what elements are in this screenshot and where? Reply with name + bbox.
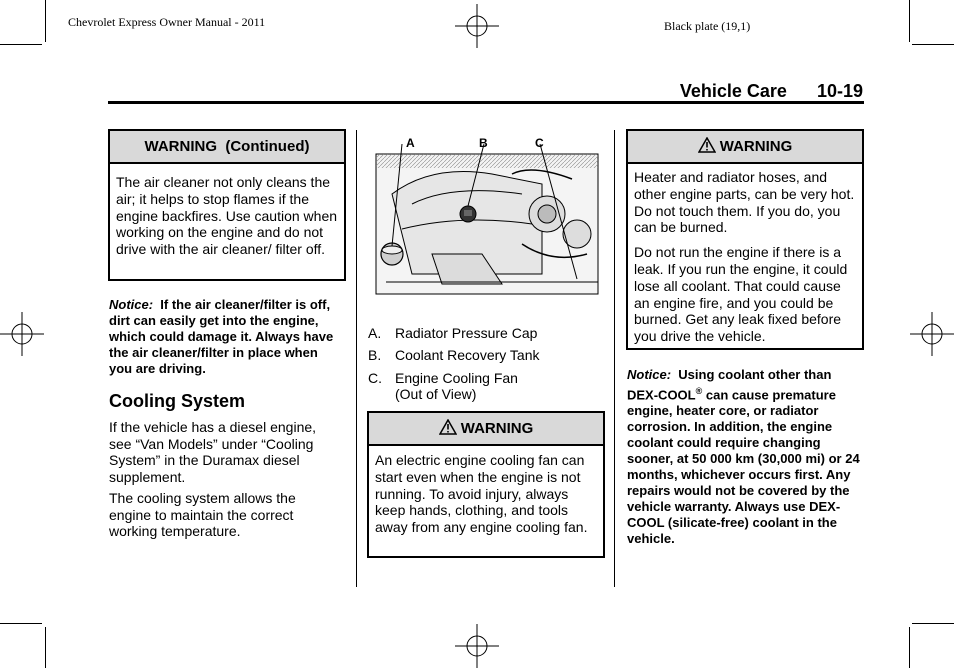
legend-subtext: (Out of View) — [395, 386, 477, 402]
crop-mark — [912, 623, 954, 624]
warning-header — [369, 413, 603, 446]
crop-mark — [909, 0, 910, 42]
warning-title: WARNING — [460, 420, 534, 437]
registration-mark — [455, 624, 499, 668]
manual-title: Chevrolet Express Owner Manual - 2011 — [68, 15, 266, 29]
warning-triangle-icon — [698, 137, 716, 153]
warning-box-continued — [108, 129, 346, 281]
registration-mark — [910, 312, 954, 356]
crop-mark — [0, 623, 42, 624]
body-paragraph: The cooling system allows the engine to maintain the correct working temperature. — [109, 490, 296, 539]
notice-text: can cause premature engine, heater core, or radiator corrosion. In addition, the engine coolant could require changing sooner, at 50 000 km (30,000 mi) or 24 months, whichever occurs first. Any repairs would not be covered by the vehicle warranty. Always use DEX-COOL (silicate-free) coolant in the vehicle. — [627, 387, 860, 547]
registration-mark — [455, 4, 499, 48]
warning-paragraph: Do not run the engine if there is a leak. If you run the engine, it could lose all coolant. That could cause an engine fire, and you could be burned. Get any leak fixed before you drive the vehicle. — [634, 244, 848, 345]
warning-triangle-icon — [439, 419, 457, 435]
body-paragraph: If the vehicle has a diesel engine, see “Van Models” under “Cooling System” in the Duramax diesel supplement. — [109, 419, 317, 485]
warning-text: The air cleaner not only cleans the air; it helps to stop flames if the engine backfires. Use caution when working on the engine and do not drive with the air cleaner/ filter off. — [116, 174, 338, 258]
warning-header — [628, 131, 862, 164]
crop-mark — [45, 627, 46, 668]
notice-paragraph — [627, 367, 863, 547]
warning-body — [628, 164, 862, 358]
warning-text: An electric engine cooling fan can start even when the engine is not running. To avoid injury, always keep hands, clothing, and tools away from any engine cooling fan. — [375, 452, 588, 536]
legend-letter: B. — [368, 347, 382, 363]
legend-text: Coolant Recovery Tank — [395, 347, 540, 363]
notice-lead: Using coolant other than DEX-COOL — [627, 367, 832, 403]
section-heading: Cooling System — [109, 391, 246, 411]
engine-compartment-illustration — [372, 134, 600, 298]
legend-letter: C. — [368, 370, 382, 386]
notice-label: Notice: — [109, 297, 154, 312]
legend-text: Engine Cooling Fan — [395, 370, 518, 386]
figure-label-b: B — [479, 136, 488, 150]
warning-box-cooling-fan — [367, 411, 605, 558]
figure-label-c: C — [535, 136, 544, 150]
warning-title: WARNING — [719, 138, 793, 155]
plate-label: Black plate (19,1) — [664, 19, 751, 33]
notice-paragraph — [109, 297, 344, 377]
column-divider — [614, 130, 615, 587]
figure-label-a: A — [406, 136, 415, 150]
notice-text: If the air cleaner/filter is off, dirt can easily get into the engine, which could damage it. Always have the air cleaner/filter in place when you are driving. — [109, 297, 334, 376]
legend-text: Radiator Pressure Cap — [395, 325, 538, 341]
running-header — [600, 81, 863, 102]
registration-mark — [0, 312, 44, 356]
warning-header — [110, 131, 344, 164]
crop-mark — [0, 44, 42, 45]
warning-box-hot-parts — [626, 129, 864, 350]
warning-paragraph: Heater and radiator hoses, and other engine parts, can be very hot. Do not touch them. If you do, you can be burned. — [634, 169, 855, 236]
registered-mark: ® — [695, 386, 703, 396]
crop-mark — [912, 44, 954, 45]
notice-label: Notice: — [627, 367, 672, 382]
crop-mark — [909, 627, 910, 668]
column-divider — [356, 130, 357, 587]
crop-mark — [45, 0, 46, 42]
header-rule — [108, 101, 864, 104]
warning-title: WARNING (Continued) — [144, 138, 310, 155]
legend-letter: A. — [368, 325, 382, 341]
page-number: 10-19 — [816, 81, 863, 101]
section-title: Vehicle Care — [679, 81, 787, 101]
